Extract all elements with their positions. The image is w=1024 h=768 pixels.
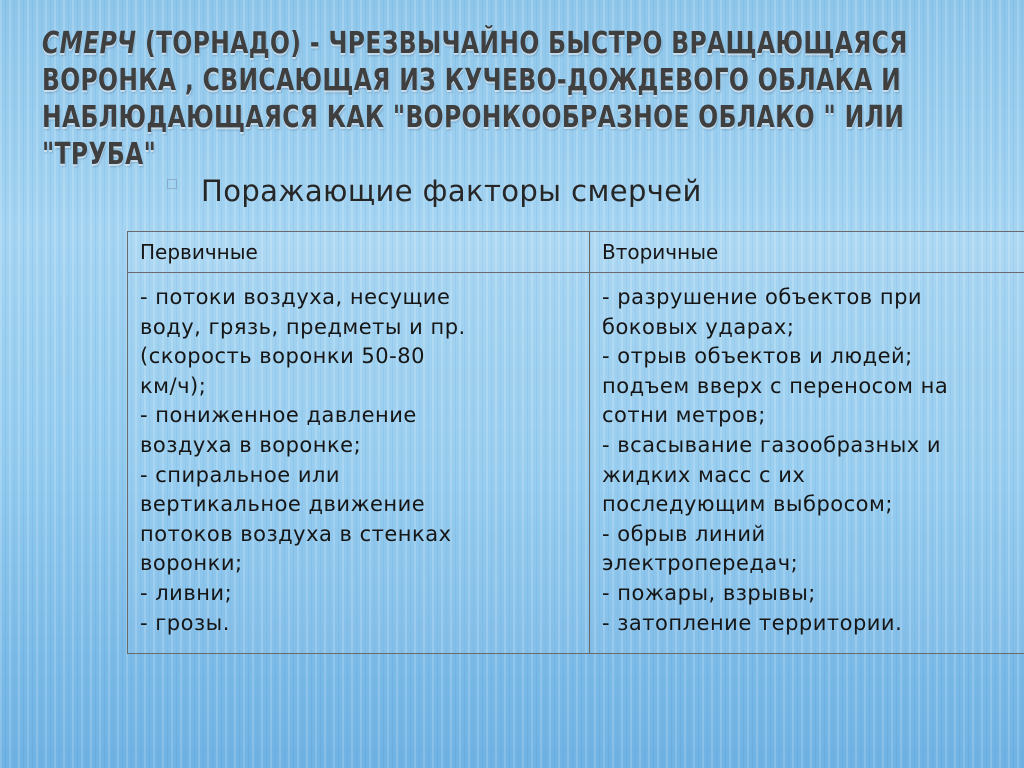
secondary-line: - пожары, взрывы; xyxy=(602,580,816,605)
primary-line: воронки; xyxy=(140,551,243,576)
primary-line: воздуха в воронке; xyxy=(140,432,362,457)
primary-line: - спиральное или xyxy=(140,462,341,487)
secondary-line: - затопление территории. xyxy=(602,610,903,635)
slide-title xyxy=(42,25,992,173)
primary-factors-cell xyxy=(128,273,590,654)
secondary-line: - всасывание газообразных и xyxy=(602,432,942,457)
factors-table xyxy=(127,231,1024,654)
primary-line: (скорость воронки 50-80 xyxy=(140,344,425,369)
primary-line: воду, грязь, предметы и пр. xyxy=(140,314,466,339)
secondary-line: подъем вверх с переносом на xyxy=(602,373,949,398)
secondary-line: - разрушение объектов при xyxy=(602,285,923,309)
bullet-marker-icon xyxy=(167,179,177,189)
primary-line: - грозы. xyxy=(140,610,230,635)
primary-line: км/ч); xyxy=(140,373,207,398)
secondary-line: сотни метров; xyxy=(602,403,766,428)
secondary-line: - отрыв объектов и людей; xyxy=(602,344,913,369)
secondary-factors-cell xyxy=(590,273,1024,654)
table-header-row xyxy=(128,232,1024,273)
table-row xyxy=(128,273,1024,654)
secondary-line: последующим выбросом; xyxy=(602,492,893,517)
secondary-line: - обрыв линий xyxy=(602,521,766,546)
primary-line: вертикальное движение xyxy=(140,492,426,517)
secondary-line: электропередач; xyxy=(602,551,799,576)
title-term: СМЕРЧ xyxy=(42,26,137,61)
primary-line: потоков воздуха в стенках xyxy=(140,521,452,546)
section-subtitle: Поражающие факторы смерчей xyxy=(201,174,702,208)
primary-line: - потоки воздуха, несущие xyxy=(140,285,451,309)
primary-line: - ливни; xyxy=(140,580,233,605)
primary-line: - пониженное давление xyxy=(140,403,417,428)
bullet-item xyxy=(167,174,702,208)
title-definition: (ТОРНАДО) - ЧРЕЗВЫЧАЙНО БЫСТРО ВРАЩАЮЩАЯСЯ ВОРОНКА , СВИСАЮЩАЯ ИЗ КУЧЕВО-ДОЖДЕВОГО ОБЛАКА И НАБЛЮДАЮЩАЯСЯ КАК "ВОРОНКООБРАЗНОЕ ОБЛАКО " ИЛИ "ТРУБА" xyxy=(42,26,908,172)
secondary-line: жидких масс с их xyxy=(602,462,806,487)
header-primary: Первичные xyxy=(128,232,590,273)
header-secondary: Вторичные xyxy=(590,232,1024,273)
secondary-line: боковых ударах; xyxy=(602,314,795,339)
